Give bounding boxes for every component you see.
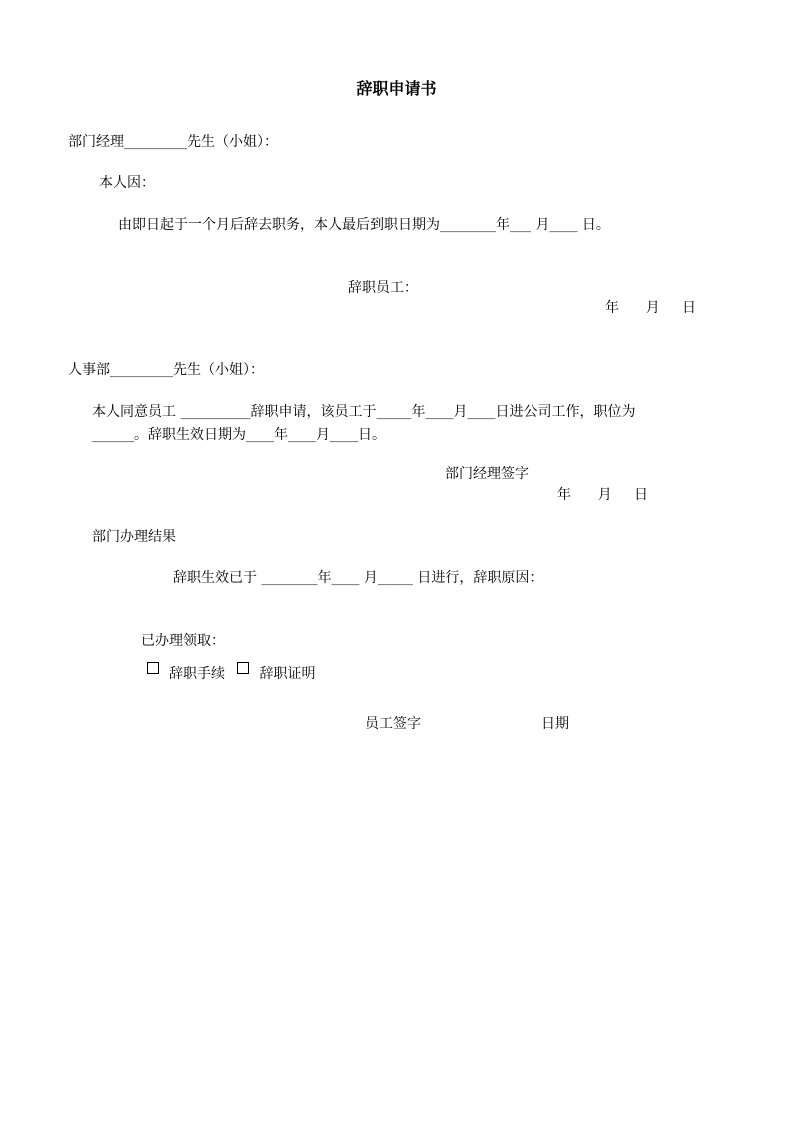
date-label: 日期	[541, 716, 569, 732]
salutation-hr: 人事部_________先生（小姐）：	[68, 362, 264, 378]
processing-result-heading: 部门办理结果	[92, 529, 176, 545]
salutation-department-manager: 部门经理_________先生（小姐）：	[68, 134, 278, 150]
approval-line-2: ______。辞职生效日期为____年____月____日。	[92, 427, 386, 443]
manager-signature-label: 部门经理签字	[445, 466, 529, 482]
resigning-employee-label: 辞职员工：	[348, 280, 418, 296]
checkbox-row	[147, 665, 315, 683]
page-title: 辞职申请书	[356, 79, 437, 98]
reason-label: 本人因：	[99, 175, 155, 191]
effective-date-line: 辞职生效已于 ________年____ 月_____ 日进行，辞职原因：	[173, 570, 544, 586]
approval-line-1: 本人同意员工 __________辞职申请，该员工于_____年____月____日进公司工作，职位为	[92, 404, 636, 420]
employee-date-line: 年 月 日	[605, 300, 696, 316]
employee-signature-label: 员工签字	[365, 716, 421, 732]
resignation-certificate-label: 辞职证明	[259, 666, 316, 682]
resignation-certificate-checkbox[interactable]	[237, 662, 249, 674]
manager-date-line: 年 月 日	[557, 487, 648, 503]
received-label: 已办理领取：	[141, 633, 225, 649]
resignation-statement: 由即日起于一个月后辞去职务，本人最后到职日期为________年___ 月____ 日。	[118, 217, 610, 233]
resignation-procedure-checkbox[interactable]	[147, 662, 159, 674]
resignation-procedure-label: 辞职手续	[169, 666, 225, 682]
